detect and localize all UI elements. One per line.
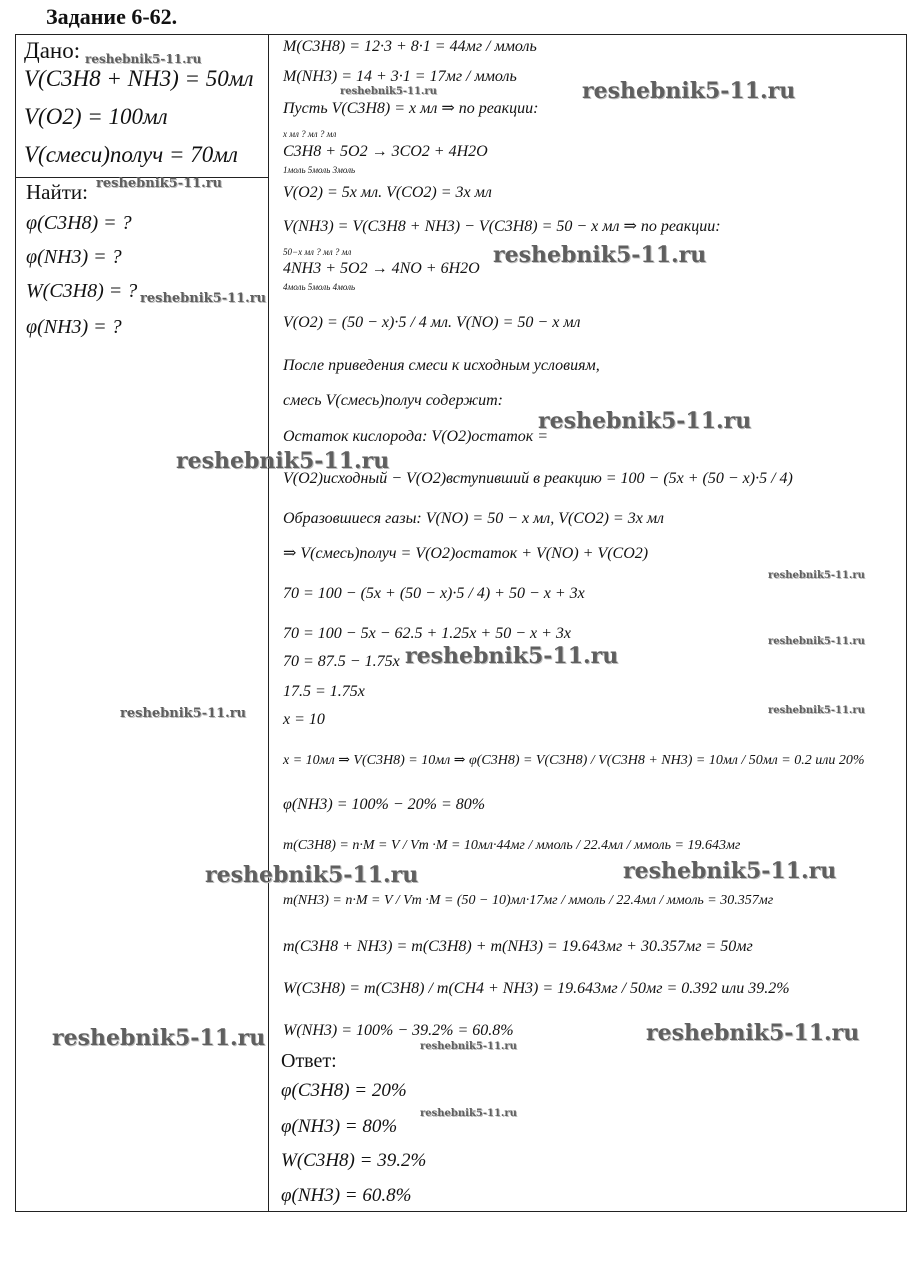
reaction-annotation: 1моль 5моль 3моль (283, 165, 356, 175)
solution-line: x = 10мл ⇒ V(C3H8) = 10мл ⇒ φ(C3H8) = V(C3H8) / V(C3H8 + NH3) = 10мл / 50мл = 0.2 или 20% (283, 753, 865, 768)
watermark: reshebnik5-11.ru (768, 570, 865, 581)
solution-line: смесь V(смесь)получ содержит: (283, 392, 503, 409)
find-item: W(C3H8) = ? (26, 280, 138, 302)
solution-line: W(NH3) = 100% − 39.2% = 60.8% (283, 1022, 514, 1039)
solution-line: V(O2) = 5x мл. V(CO2) = 3x мл (283, 184, 492, 201)
solution-line: φ(NH3) = 100% − 20% = 80% (283, 796, 486, 813)
given-item: V(O2) = 100мл (24, 104, 168, 129)
watermark: reshebnik5-11.ru (420, 1041, 517, 1052)
given-item: V(C3H8 + NH3) = 50мл (24, 66, 254, 91)
solution-line: ⇒ V(смесь)получ = V(O2)остаток + V(NO) + V(CO2) (283, 545, 649, 562)
solution-line: V(O2)исходный − V(O2)вступивший в реакцию = 100 − (5x + (50 − x)·5 / 4) (283, 470, 793, 487)
watermark: reshebnik5-11.ru (96, 176, 223, 191)
watermark: reshebnik5-11.ru (538, 408, 752, 434)
given-heading: Дано: (24, 38, 81, 63)
watermark: reshebnik5-11.ru (85, 52, 202, 66)
solution-line: V(O2) = (50 − x)·5 / 4 мл. V(NO) = 50 − x мл (283, 314, 581, 331)
solution-line: 17.5 = 1.75x (283, 683, 365, 700)
watermark: reshebnik5-11.ru (120, 706, 247, 721)
solution-line: m(C3H8) = n·M = V / Vm ·M = 10мл·44мг / ммоль / 22.4мл / ммоль = 19.643мг (283, 838, 741, 853)
watermark: reshebnik5-11.ru (420, 1108, 517, 1119)
solution-line: 70 = 87.5 − 1.75x (283, 653, 400, 670)
solution-line: V(NH3) = V(C3H8 + NH3) − V(C3H8) = 50 − x мл ⇒ по реакции: (283, 218, 721, 235)
watermark: reshebnik5-11.ru (340, 86, 437, 97)
solution-line: Образовшиеся газы: V(NO) = 50 − x мл, V(CO2) = 3x мл (283, 510, 665, 527)
solution-line: m(NH3) = n·M = V / Vm ·M = (50 − 10)мл·17мг / ммоль / 22.4мл / ммоль = 30.357мг (283, 893, 774, 908)
answer-item: φ(C3H8) = 20% (281, 1080, 407, 1101)
solution-line: После приведения смеси к исходным условиям, (283, 357, 600, 374)
solution-line: M(NH3) = 14 + 3·1 = 17мг / ммоль (283, 68, 517, 85)
watermark: reshebnik5-11.ru (140, 291, 267, 306)
solution-line: M(C3H8) = 12·3 + 8·1 = 44мг / ммоль (283, 38, 537, 55)
watermark: reshebnik5-11.ru (768, 705, 865, 716)
solution-line: W(C3H8) = m(C3H8) / m(CH4 + NH3) = 19.643мг / 50мг = 0.392 или 39.2% (283, 980, 790, 997)
watermark: reshebnik5-11.ru (405, 643, 619, 669)
reaction-annotation: x мл ? мл ? мл (283, 129, 337, 139)
watermark: reshebnik5-11.ru (623, 858, 837, 884)
watermark: reshebnik5-11.ru (582, 78, 796, 104)
answer-heading: Ответ: (281, 1050, 337, 1072)
solution-line: x = 10 (283, 711, 325, 728)
solution-line: 70 = 100 − 5x − 62.5 + 1.25x + 50 − x + 3x (283, 625, 571, 642)
reaction-equation: C3H8 + 5O2 → 3CO2 + 4H2O (283, 143, 488, 160)
watermark: reshebnik5-11.ru (493, 242, 707, 268)
watermark: reshebnik5-11.ru (768, 636, 865, 647)
watermark: reshebnik5-11.ru (176, 448, 390, 474)
watermark: reshebnik5-11.ru (205, 862, 419, 888)
solution-line: Пусть V(C3H8) = x мл ⇒ по реакции: (283, 100, 539, 117)
solution-line: m(C3H8 + NH3) = m(C3H8) + m(NH3) = 19.643мг + 30.357мг = 50мг (283, 938, 753, 955)
reaction-annotation: 4моль 5моль 4моль (283, 282, 356, 292)
find-heading: Найти: (26, 180, 88, 204)
watermark: reshebnik5-11.ru (52, 1025, 266, 1051)
find-item: φ(NH3) = ? (26, 316, 122, 338)
answer-item: φ(NH3) = 60.8% (281, 1185, 412, 1206)
given-item: V(смеси)получ = 70мл (24, 142, 238, 167)
find-item: φ(NH3) = ? (26, 246, 122, 268)
find-item: φ(C3H8) = ? (26, 212, 132, 234)
reaction-equation: 4NH3 + 5O2 → 4NO + 6H2O (283, 260, 480, 277)
watermark: reshebnik5-11.ru (646, 1020, 860, 1046)
answer-item: W(C3H8) = 39.2% (281, 1150, 427, 1171)
solution-line: 70 = 100 − (5x + (50 − x)·5 / 4) + 50 − x + 3x (283, 585, 585, 602)
solution-line: Остаток кислорода: V(O2)остаток = (283, 428, 549, 445)
answer-item: φ(NH3) = 80% (281, 1116, 398, 1137)
reaction-annotation: 50−x мл ? мл ? мл (283, 247, 352, 257)
column-divider (268, 34, 269, 1212)
task-title: Задание 6-62. (46, 4, 178, 29)
